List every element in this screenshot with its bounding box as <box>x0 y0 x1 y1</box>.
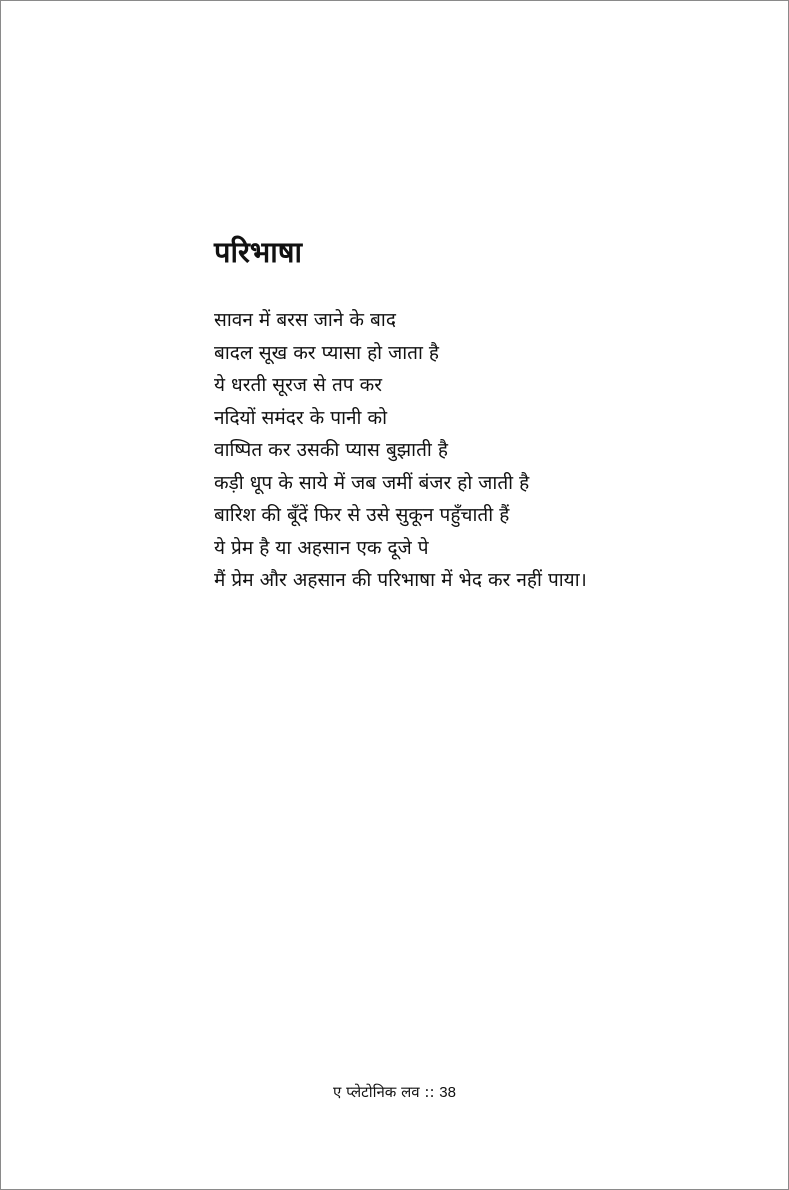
poem-line: ये प्रेम है या अहसान एक दूजे पे <box>214 536 429 559</box>
page-footer <box>0 1080 789 1105</box>
footer-book-title: ए प्लेटोनिक लव <box>333 1083 420 1101</box>
poem-line: सावन में बरस जाने के बाद <box>214 309 396 331</box>
poem-line: कड़ी धूप के साये में जब जमीं बंजर हो जाती है <box>214 471 530 494</box>
poem-line: ये धरती सूरज से तप कर <box>214 374 382 396</box>
poem-line: वाष्पित कर उसकी प्यास बुझाती है <box>214 439 448 461</box>
poem-line: बारिश की बूँदें फिर से उसे सुकून पहुँचाती हैं <box>214 504 510 526</box>
poem-body <box>214 304 587 597</box>
footer-separator: :: <box>424 1083 435 1101</box>
poem-line: बादल सूख कर प्यासा हो जाता है <box>214 341 440 364</box>
poem-line: नदियों समंदर के पानी को <box>214 406 388 429</box>
poem-line: मैं प्रेम और अहसान की परिभाषा में भेद कर नहीं पाया। <box>214 569 587 591</box>
page-number: 38 <box>439 1084 456 1101</box>
poem-title: परिभाषा <box>214 235 303 269</box>
